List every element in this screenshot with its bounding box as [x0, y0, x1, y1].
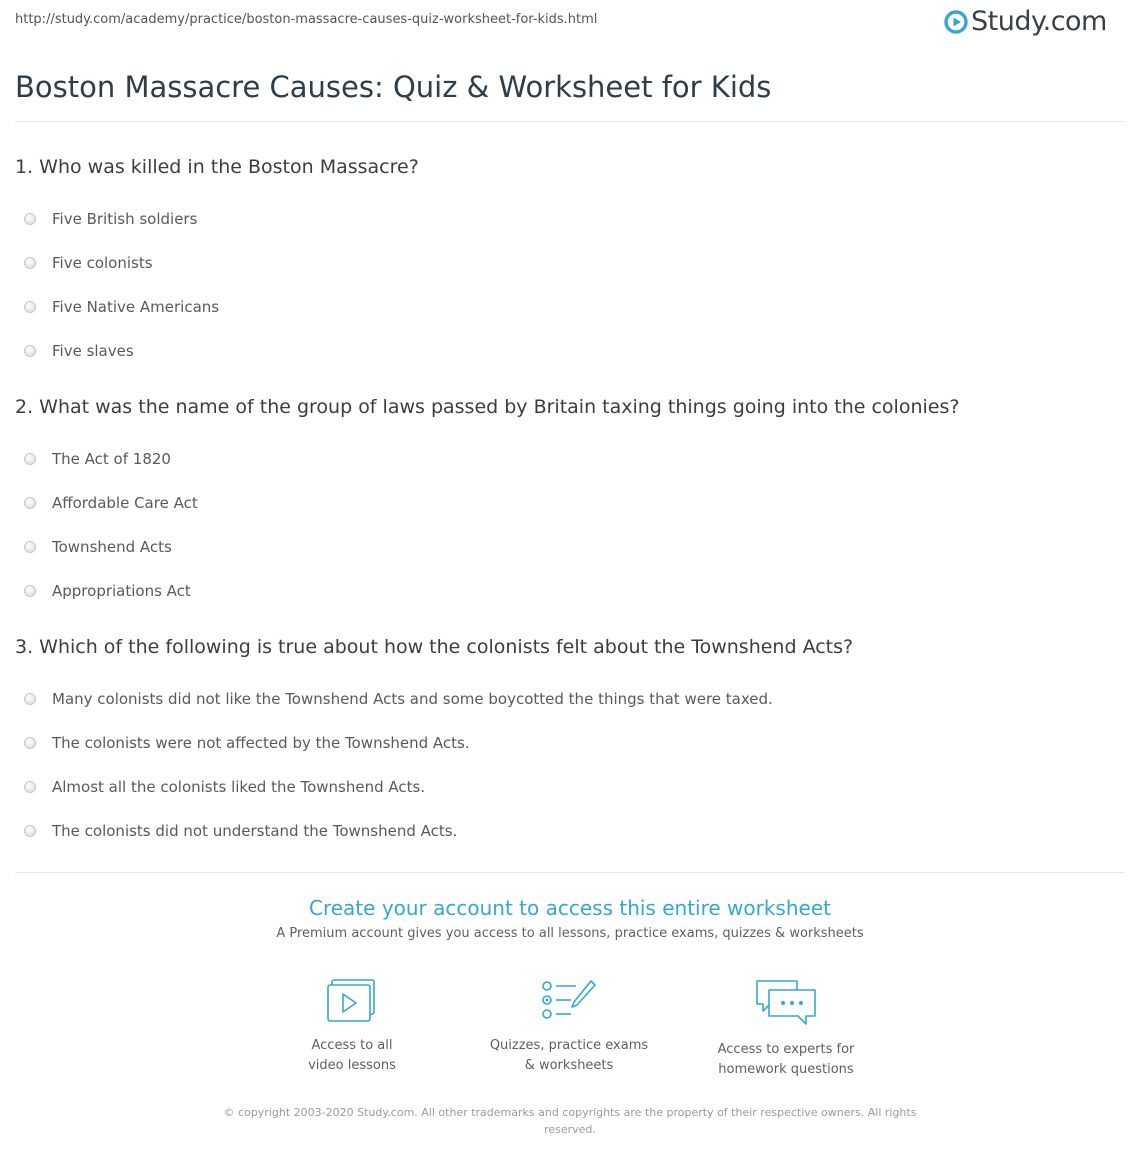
- radio-button[interactable]: [24, 497, 36, 509]
- page-url: http://study.com/academy/practice/boston-massacre-causes-quiz-worksheet-for-kids.html: [15, 12, 598, 27]
- answer-label: Many colonists did not like the Townshend Acts and some boycotted the things that were taxed.: [52, 690, 773, 708]
- page-title: Boston Massacre Causes: Quiz & Worksheet for Kids: [15, 70, 772, 104]
- logo-play-icon: [944, 10, 968, 34]
- copyright-line: © copyright 2003-2020 Study.com. All other trademarks and copyrights are the property of their respective owners. All rights: [223, 1106, 917, 1119]
- answer-label: Townshend Acts: [52, 538, 172, 556]
- video-lessons-icon: [326, 978, 378, 1024]
- radio-button[interactable]: [24, 257, 36, 269]
- answer-option[interactable]: [24, 329, 1125, 373]
- answer-option[interactable]: [24, 437, 1125, 481]
- radio-button[interactable]: [24, 213, 36, 225]
- question-options: [15, 437, 1125, 613]
- logo-text: Study.com: [971, 6, 1107, 37]
- answer-label: Five Native Americans: [52, 298, 220, 316]
- answer-label: Almost all the colonists liked the Townshend Acts.: [52, 778, 426, 796]
- radio-button[interactable]: [24, 737, 36, 749]
- answer-option[interactable]: [24, 569, 1125, 613]
- feature-label-line: Access to experts for: [717, 1042, 855, 1057]
- question-2: [15, 394, 1125, 613]
- question-text: 1. Who was killed in the Boston Massacre?: [15, 156, 419, 178]
- answer-option[interactable]: [24, 721, 1125, 765]
- question-options: [15, 197, 1125, 373]
- quiz-checklist-icon: [541, 978, 597, 1024]
- feature-label-line: Quizzes, practice exams: [489, 1038, 649, 1053]
- feature-label-line: video lessons: [308, 1058, 396, 1073]
- question-3: [15, 634, 1125, 853]
- signup-promo: [0, 896, 1140, 941]
- radio-button[interactable]: [24, 825, 36, 837]
- radio-button[interactable]: [24, 301, 36, 313]
- answer-option[interactable]: [24, 197, 1125, 241]
- answer-label: Five colonists: [52, 254, 153, 272]
- answer-label: The colonists did not understand the Townshend Acts.: [52, 822, 458, 840]
- study-logo[interactable]: [944, 6, 1107, 37]
- feature-video-lessons: [252, 978, 452, 1076]
- feature-label: [686, 1040, 886, 1080]
- quiz-divider: [15, 872, 1125, 873]
- answer-option[interactable]: [24, 809, 1125, 853]
- radio-button[interactable]: [24, 585, 36, 597]
- title-divider: [15, 121, 1125, 122]
- answer-label: Five British soldiers: [52, 210, 198, 228]
- question-text: 3. Which of the following is true about how the colonists felt about the Townshend Acts?: [15, 636, 854, 658]
- answer-label: The colonists were not affected by the Townshend Acts.: [52, 734, 470, 752]
- question-options: [15, 677, 1125, 853]
- answer-option[interactable]: [24, 481, 1125, 525]
- promo-subtitle: A Premium account gives you access to all lessons, practice exams, quizzes & worksheets: [276, 926, 864, 941]
- radio-button[interactable]: [24, 541, 36, 553]
- radio-button[interactable]: [24, 781, 36, 793]
- radio-button[interactable]: [24, 345, 36, 357]
- feature-label: [469, 1036, 669, 1076]
- feature-label-line: & worksheets: [524, 1058, 614, 1073]
- radio-button[interactable]: [24, 453, 36, 465]
- answer-option[interactable]: [24, 525, 1125, 569]
- feature-experts: [686, 978, 886, 1080]
- radio-button[interactable]: [24, 693, 36, 705]
- feature-label-line: Access to all: [311, 1038, 393, 1053]
- answer-label: Five slaves: [52, 342, 134, 360]
- feature-label: [252, 1036, 452, 1076]
- answer-label: Affordable Care Act: [52, 494, 198, 512]
- create-account-link[interactable]: Create your account to access this entire worksheet: [309, 896, 831, 920]
- answer-label: Appropriations Act: [52, 582, 191, 600]
- feature-quizzes: [469, 978, 669, 1076]
- answer-option[interactable]: [24, 241, 1125, 285]
- question-1: [15, 154, 1125, 373]
- answer-label: The Act of 1820: [52, 450, 171, 468]
- copyright-footer: [210, 1104, 930, 1138]
- question-text: 2. What was the name of the group of laws passed by Britain taxing things going into the colonies?: [15, 396, 960, 418]
- answer-option[interactable]: [24, 285, 1125, 329]
- answer-option[interactable]: [24, 765, 1125, 809]
- copyright-line: reserved.: [544, 1123, 596, 1136]
- feature-label-line: homework questions: [718, 1062, 854, 1077]
- answer-option[interactable]: [24, 677, 1125, 721]
- chat-bubbles-icon: [754, 978, 818, 1028]
